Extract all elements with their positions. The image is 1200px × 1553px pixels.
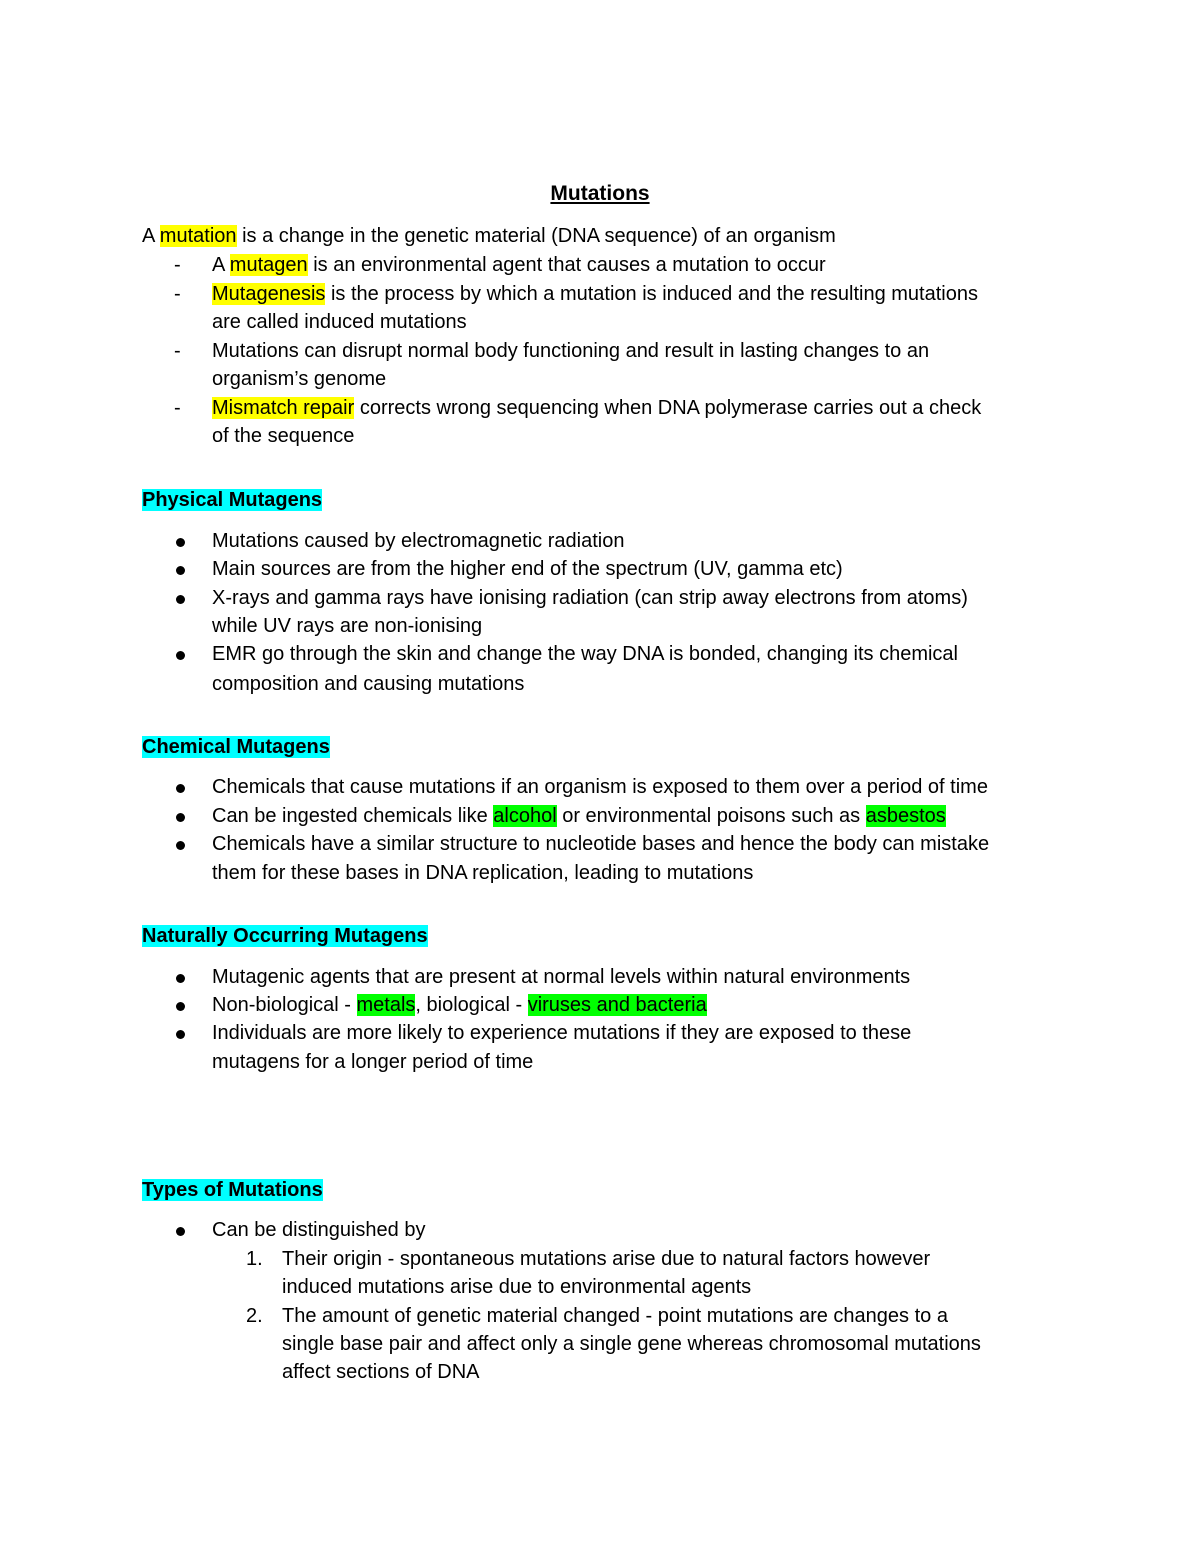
list-item-continued: composition and causing mutations (212, 673, 525, 695)
point-pre: A (212, 254, 230, 276)
bullet-icon (176, 784, 185, 793)
intro-point (212, 252, 826, 278)
highlight-alcohol: alcohol (493, 805, 557, 827)
page-title: Mutations (550, 182, 650, 205)
list-item-continued: mutagens for a longer period of time (212, 1051, 534, 1073)
bullet-icon (176, 566, 185, 575)
bullet-icon (176, 651, 185, 660)
bullet-icon (176, 974, 185, 983)
intro-point (212, 281, 978, 307)
bullet-icon (176, 813, 185, 822)
list-item: X-rays and gamma rays have ionising radiation (can strip away electrons from atoms) (212, 587, 968, 609)
heading-text: Chemical Mutagens (142, 736, 330, 758)
intro-point: Mutations can disrupt normal body functioning and result in lasting changes to an (212, 340, 930, 362)
intro-point-continued: are called induced mutations (212, 311, 467, 333)
dash-marker: - (174, 254, 181, 276)
highlight-asbestos: asbestos (865, 805, 946, 827)
highlight-metals: metals (356, 994, 416, 1016)
numbered-item-continued: single base pair and affect only a single gene whereas chromosomal mutations (282, 1333, 981, 1355)
section-heading-natural (142, 923, 428, 949)
section-heading-types (142, 1177, 323, 1203)
bullet-icon (176, 1227, 185, 1236)
numbered-marker: 1. (246, 1248, 263, 1270)
numbered-item: Their origin - spontaneous mutations arise due to natural factors however (282, 1248, 931, 1270)
list-item: Mutagenic agents that are present at normal levels within natural environments (212, 966, 911, 988)
intro-point-continued: organism’s genome (212, 368, 387, 390)
intro-point (212, 395, 981, 421)
intro-pre: A (142, 225, 160, 247)
list-item (212, 992, 707, 1018)
point-post: corrects wrong sequencing when DNA polymerase carries out a check (354, 397, 982, 419)
highlight-term-mismatch-repair: Mismatch repair (212, 397, 355, 419)
numbered-marker: 2. (246, 1305, 263, 1327)
numbered-item: The amount of genetic material changed - point mutations are changes to a (282, 1305, 948, 1327)
dash-marker: - (174, 340, 181, 362)
intro-post: is a change in the genetic material (DNA sequence) of an organism (236, 225, 836, 247)
highlight-term-mutation: mutation (159, 225, 237, 247)
bullet-icon (176, 1030, 185, 1039)
point-post: is the process by which a mutation is induced and the resulting mutations (325, 283, 978, 305)
bullet-icon (176, 538, 185, 547)
list-item: Chemicals have a similar structure to nucleotide bases and hence the body can mistake (212, 833, 990, 855)
list-item: Individuals are more likely to experience mutations if they are exposed to these (212, 1022, 912, 1044)
list-item: Chemicals that cause mutations if an organism is exposed to them over a period of time (212, 776, 988, 798)
list-item-continued: them for these bases in DNA replication, leading to mutations (212, 862, 754, 884)
intro-point-continued: of the sequence (212, 425, 355, 447)
numbered-item-continued: induced mutations arise due to environmental agents (282, 1276, 752, 1298)
list-item: Main sources are from the higher end of the spectrum (UV, gamma etc) (212, 558, 843, 580)
section-heading-chemical (142, 734, 330, 760)
dash-marker: - (174, 283, 181, 305)
highlight-viruses-bacteria: viruses and bacteria (527, 994, 707, 1016)
point-post: is an environmental agent that causes a mutation to occur (307, 254, 826, 276)
item-text: , biological - (415, 994, 528, 1016)
list-item: Mutations caused by electromagnetic radiation (212, 530, 625, 552)
highlight-term-mutagen: mutagen (229, 254, 308, 276)
section-heading-physical (142, 487, 322, 513)
heading-text: Physical Mutagens (142, 489, 323, 511)
item-text: or environmental poisons such as (556, 805, 866, 827)
numbered-item-continued: affect sections of DNA (282, 1361, 480, 1383)
heading-text: Types of Mutations (142, 1179, 323, 1201)
highlight-term-mutagenesis: Mutagenesis (212, 283, 326, 305)
item-text: Can be ingested chemicals like (212, 805, 494, 827)
list-item: EMR go through the skin and change the way DNA is bonded, changing its chemical (212, 643, 958, 665)
dash-marker: - (174, 397, 181, 419)
bullet-icon (176, 595, 185, 604)
list-item: Can be distinguished by (212, 1219, 426, 1241)
list-item-continued: while UV rays are non-ionising (212, 615, 483, 637)
bullet-icon (176, 1002, 185, 1011)
heading-text: Naturally Occurring Mutagens (142, 925, 428, 947)
intro-definition (142, 223, 836, 249)
bullet-icon (176, 841, 185, 850)
list-item (212, 803, 946, 829)
item-text: Non-biological - (212, 994, 357, 1016)
